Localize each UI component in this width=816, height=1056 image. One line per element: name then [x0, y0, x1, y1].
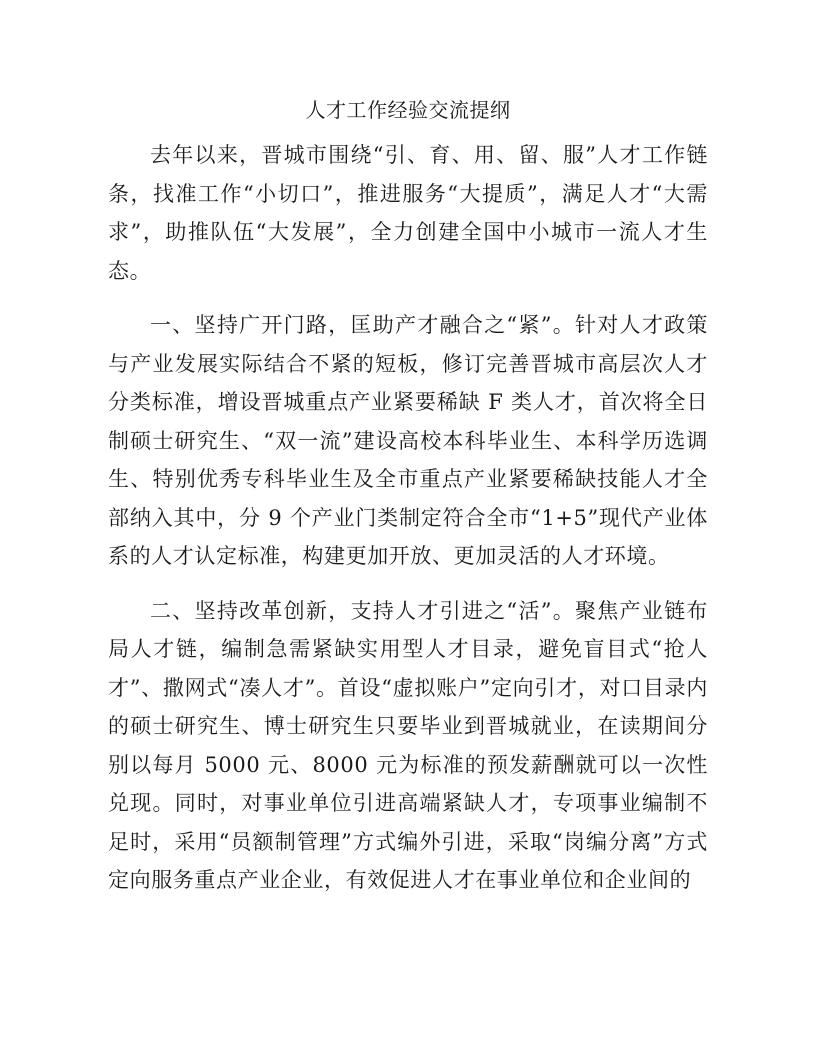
paragraph-section-one: 一、坚持广开门路，匡助产才融合之“紧”。针对人才政策与产业发展实际结合不紧的短板，修订完善晋城市高层次人才分类标准，增设晋城重点产业紧要稀缺 F 类人才，首次将全日制硕士研究生、“双一流”建设高校本科毕业生、本科学历选调生、特别优秀专科毕业生及全市重点产业紧要稀缺技能人才全部纳入其中，分 9 个产业门类制定符合全市“1+5”现代产业体系的人才认定标准，构建更加开放、更加灵活的人才环境。 — [108, 313, 708, 568]
paragraph-intro: 去年以来，晋城市围绕“引、育、用、留、服”人才工作链条，找准工作“小切口”，推进服务“大提质”，满足人才“大需求”，助推队伍“大发展”，全力创建全国中小城市一流人才生态。 — [108, 143, 708, 283]
document-title: 人才工作经验交流提纲 — [305, 98, 511, 122]
document-page — [108, 92, 708, 916]
paragraph-section-two: 二、坚持改革创新，支持人才引进之“活”。聚焦产业链布局人才链，编制急需紧缺实用型人才目录，避免盲目式“抢人才”、撒网式“凑人才”。首设“虚拟账户”定向引才，对口目录内的硕士研究生、博士研究生只要毕业到晋城就业，在读期间分别以每月 5000 元、8000 元为标准的预发薪酬就可以一次性兑现。同时，对事业单位引进高端紧缺人才，专项事业编制不足时，采用“员额制管理”方式编外引进，采取“岗编分离”方式定向服务重点产业企业，有效促进人才在事业单位和企业间的 — [108, 598, 708, 892]
